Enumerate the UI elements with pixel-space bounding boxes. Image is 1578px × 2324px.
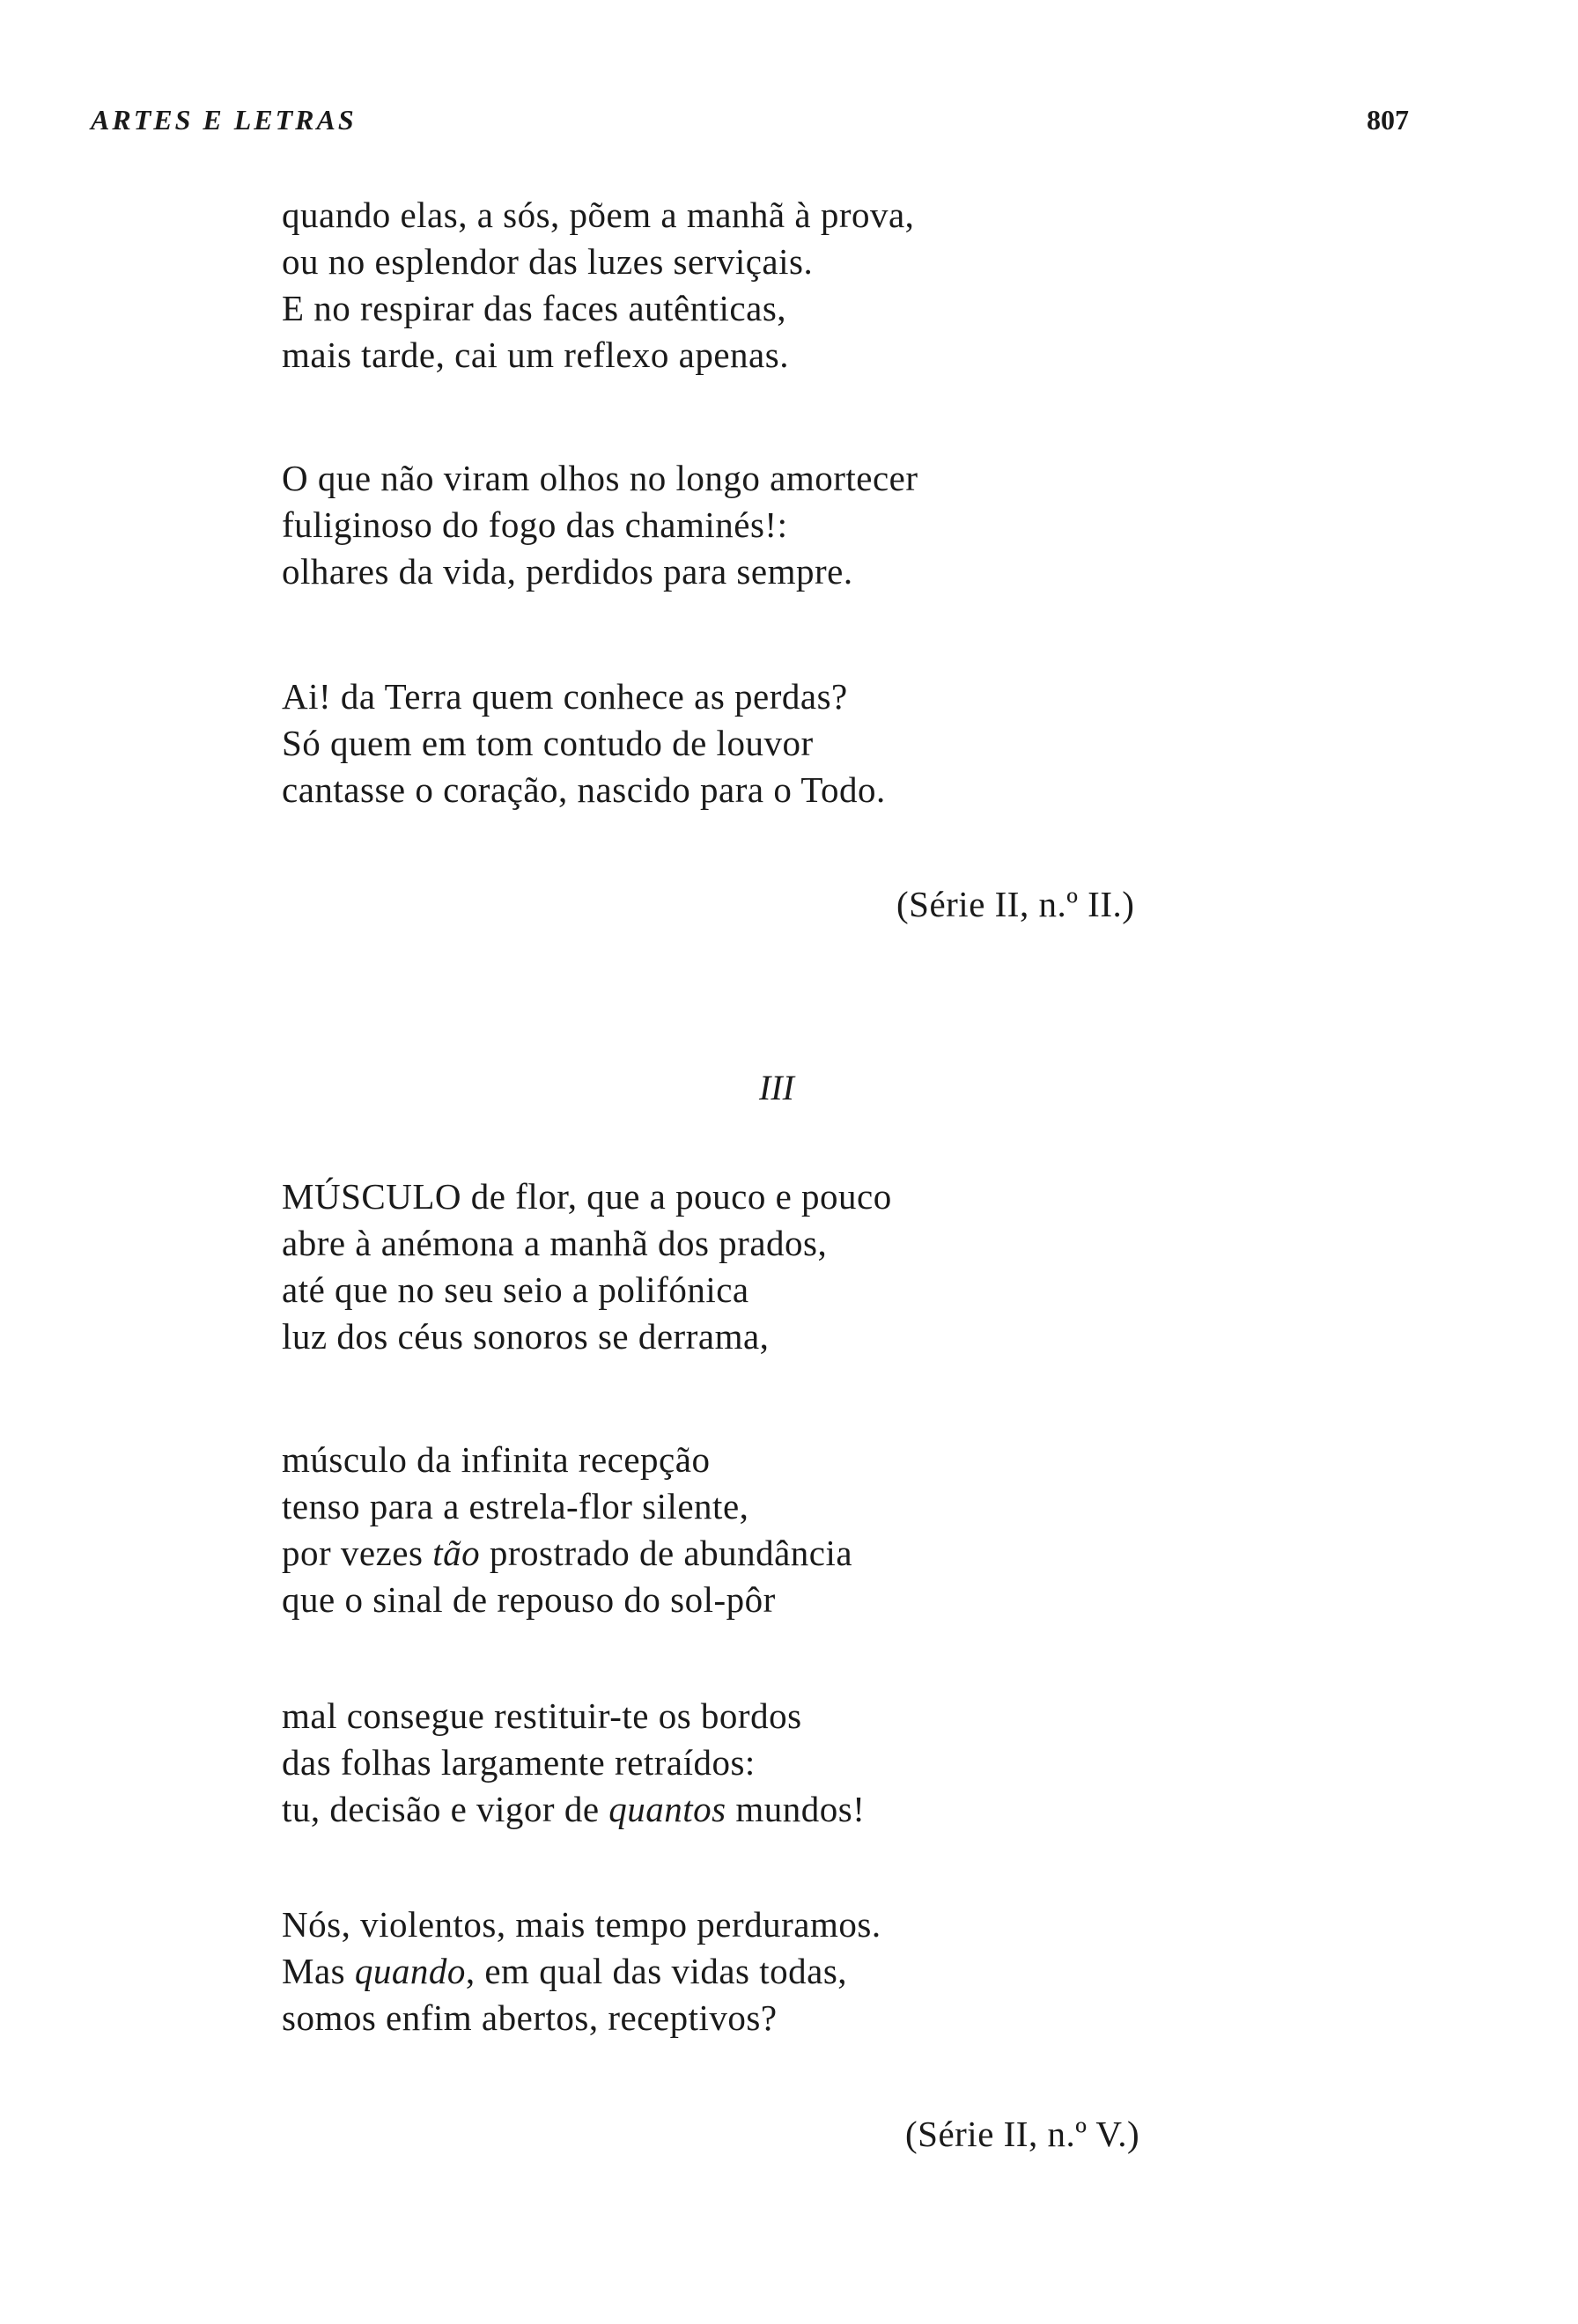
- poem1-stanza-1: [282, 192, 914, 379]
- poem-line: [282, 1948, 881, 1995]
- line-text: tu, decisão e vigor de: [282, 1789, 609, 1829]
- poem-line: MÚSCULO de flor, que a pouco e pouco: [282, 1176, 892, 1217]
- line-text: mundos!: [726, 1789, 866, 1829]
- poem-line: somos enfim abertos, receptivos?: [282, 1997, 778, 2038]
- poem-line: mais tarde, cai um reflexo apenas.: [282, 335, 789, 375]
- poem-line: músculo da infinita recepção: [282, 1439, 711, 1480]
- poem2-stanza-3: [282, 1693, 865, 1833]
- poem-line: que o sinal de repouso do sol-pôr: [282, 1579, 776, 1620]
- line-text: por vezes: [282, 1533, 433, 1573]
- poem2-stanza-1: [282, 1173, 892, 1360]
- line-text: prostrado de abundância: [480, 1533, 853, 1573]
- poem-line: tenso para a estrela-flor silente,: [282, 1486, 749, 1526]
- poem-line: luz dos céus sonoros se derrama,: [282, 1316, 770, 1357]
- poem1-stanza-3: [282, 673, 886, 813]
- poem-line: Só quem em tom contudo de louvor: [282, 723, 814, 763]
- poem2-citation: (Série II, n.º V.): [905, 2114, 1140, 2154]
- poem-line: mal consegue restituir-te os bordos: [282, 1695, 802, 1736]
- poem-line: Ai! da Terra quem conhece as perdas?: [282, 676, 848, 717]
- poem2-stanza-4: [282, 1901, 881, 2041]
- line-text: Mas: [282, 1951, 355, 1991]
- running-head: ARTES E LETRAS: [91, 104, 357, 136]
- poem-line: fuliginoso do fogo das chaminés!:: [282, 504, 788, 545]
- poem-line: Nós, violentos, mais tempo perduramos.: [282, 1904, 881, 1945]
- poem-line: [282, 1530, 852, 1577]
- poem-line: quando elas, a sós, põem a manhã à prova,: [282, 195, 915, 235]
- poem-line: O que não viram olhos no longo amortecer: [282, 458, 918, 498]
- italic-word: quantos: [608, 1789, 726, 1829]
- poem1-citation: (Série II, n.º II.): [896, 884, 1135, 924]
- section-number: III: [759, 1068, 794, 1107]
- poem-line: abre à anémona a manhã dos prados,: [282, 1223, 828, 1263]
- poem-line: das folhas largamente retraídos:: [282, 1742, 756, 1783]
- poem1-stanza-2: [282, 455, 918, 595]
- page-number: 807: [1367, 104, 1409, 136]
- poem-line: olhares da vida, perdidos para sempre.: [282, 551, 853, 592]
- poem-line: E no respirar das faces autênticas,: [282, 288, 787, 328]
- poem-line: ou no esplendor das luzes serviçais.: [282, 241, 814, 282]
- poem-line: cantasse o coração, nascido para o Todo.: [282, 769, 886, 810]
- poem-line: [282, 1786, 865, 1833]
- italic-word: tão: [432, 1533, 481, 1573]
- line-text: , em qual das vidas todas,: [465, 1951, 848, 1991]
- poem2-stanza-2: [282, 1437, 852, 1623]
- italic-word: quando: [354, 1951, 466, 1991]
- poem-line: até que no seu seio a polifónica: [282, 1269, 749, 1310]
